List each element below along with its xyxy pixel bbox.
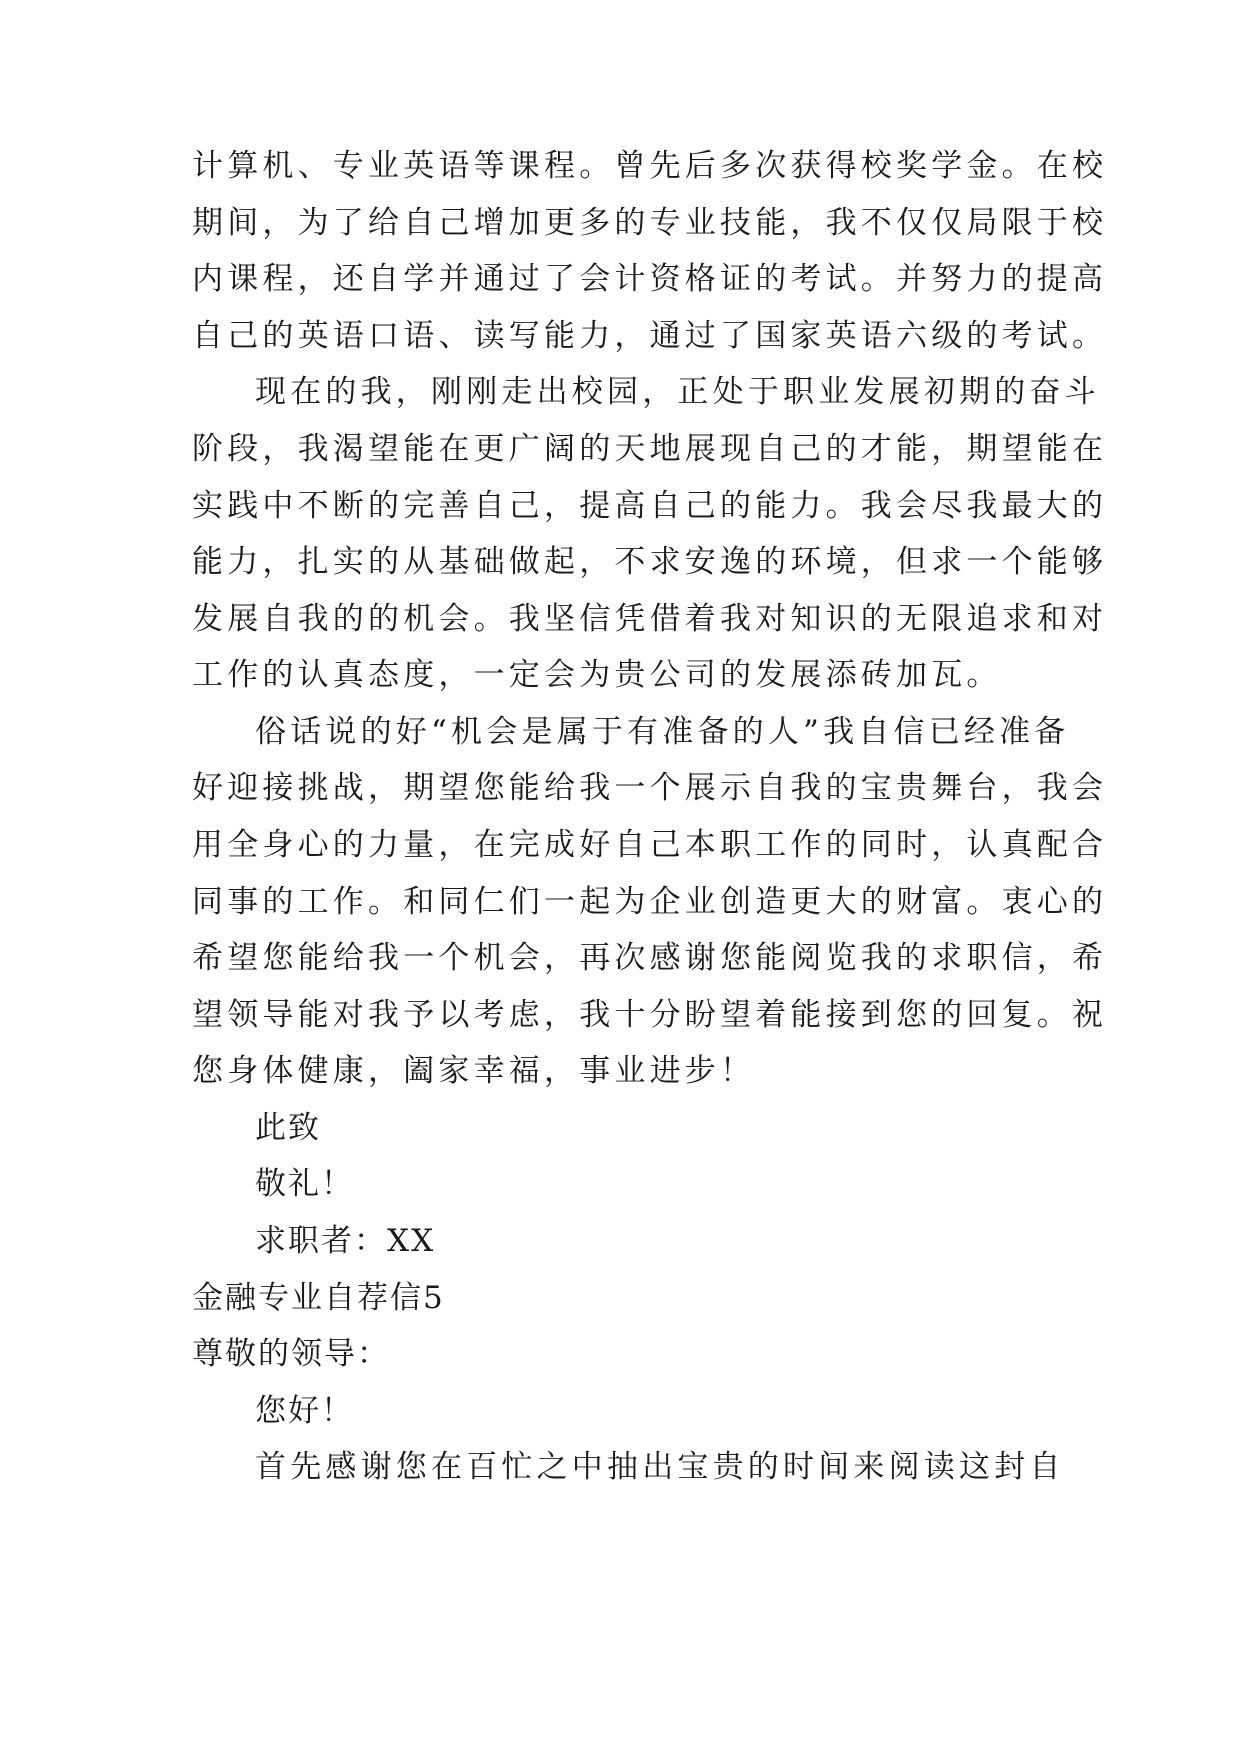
paragraph-first-line: 现在的我，刚刚走出校园，正处于职业发展初期的奋斗	[255, 374, 1100, 410]
body-text-line: 期间，为了给自己增加更多的专业技能，我不仅仅局限于校	[192, 205, 1108, 241]
closing-regards: 敬礼！	[255, 1166, 354, 1202]
body-text-line: 同事的工作。和同仁们一起为企业创造更大的财富。衷心的	[192, 884, 1108, 920]
body-text-line: 实践中不断的完善自己，提高自己的能力。我会尽我最大的	[192, 488, 1108, 524]
body-text-line: 您身体健康，阖家幸福，事业进步！	[192, 1053, 756, 1089]
paragraph-first-line: 俗话说的好“机会是属于有准备的人”我自信已经准备	[255, 714, 1070, 750]
body-text-line: 望领导能对我予以考虑，我十分盼望着能接到您的回复。祝	[192, 997, 1108, 1033]
signature-line: 求职者：XX	[255, 1223, 436, 1259]
body-text-line: 用全身心的力量，在完成好自己本职工作的同时，认真配合	[192, 827, 1108, 863]
body-text-line: 工作的认真态度，一定会为贵公司的发展添砖加瓦。	[192, 657, 1002, 693]
body-text-line: 希望您能给我一个机会，再次感谢您能阅览我的求职信，希	[192, 940, 1108, 976]
body-text-line: 阶段，我渴望能在更广阔的天地展现自己的才能，期望能在	[192, 431, 1108, 467]
body-text-line: 自己的英语口语、读写能力，通过了国家英语六级的考试。	[192, 318, 1108, 354]
body-text-line: 能力，扎实的从基础做起，不求安逸的环境，但求一个能够	[192, 544, 1108, 580]
body-text-line: 计算机、专业英语等课程。曾先后多次获得校奖学金。在校	[192, 148, 1108, 184]
body-text-line: 发展自我的的机会。我坚信凭借着我对知识的无限追求和对	[192, 601, 1108, 637]
greeting-hello: 您好！	[255, 1393, 354, 1429]
greeting-recipient: 尊敬的领导：	[192, 1336, 390, 1372]
paragraph-first-line: 首先感谢您在百忙之中抽出宝贵的时间来阅读这封自	[255, 1449, 1065, 1485]
section-title: 金融专业自荐信5	[192, 1280, 445, 1316]
body-text-line: 好迎接挑战，期望您能给我一个展示自我的宝贵舞台，我会	[192, 770, 1108, 806]
body-text-line: 内课程，还自学并通过了会计资格证的考试。并努力的提高	[192, 261, 1108, 297]
closing-salutation: 此致	[255, 1110, 321, 1146]
